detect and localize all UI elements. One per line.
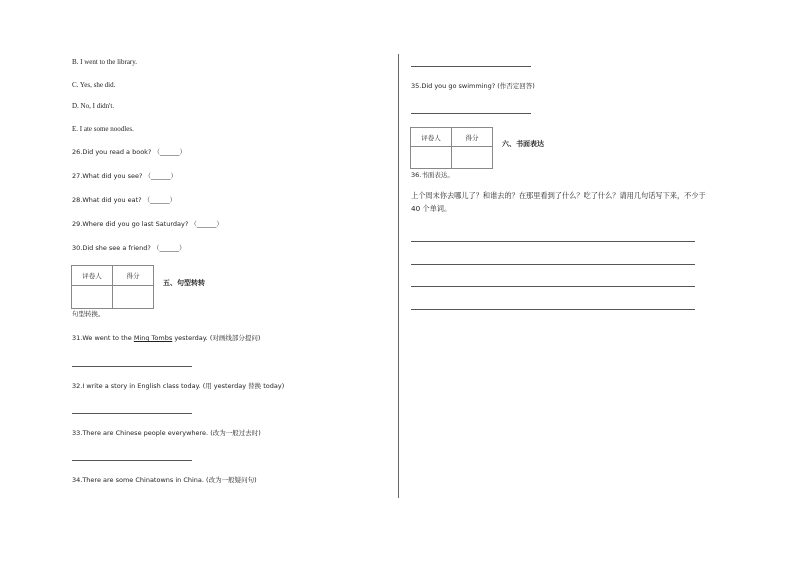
section5-title: 五、句型转转 bbox=[163, 279, 205, 287]
score-cell bbox=[452, 147, 493, 169]
question-34: 34.There are some Chinatowns in China. (改为一般疑问句) bbox=[72, 476, 257, 484]
score-cell bbox=[113, 286, 154, 309]
column-divider bbox=[398, 54, 399, 498]
option-e: E. I ate some noodles. bbox=[72, 125, 134, 133]
answer-line-34[interactable] bbox=[411, 66, 531, 67]
grader-cell bbox=[72, 286, 113, 309]
score-table-section6 bbox=[410, 127, 493, 169]
essay-line-1[interactable] bbox=[411, 241, 695, 242]
grader-header: 评卷人 bbox=[411, 128, 452, 147]
q31-after: yesterday. (对画线部分提问) bbox=[172, 334, 261, 342]
question-33: 33.There are Chinese people everywhere. (改为一般过去时) bbox=[72, 429, 261, 437]
score-header: 得分 bbox=[452, 128, 493, 147]
answer-line-35[interactable] bbox=[411, 113, 531, 114]
option-d: D. No, I didn't. bbox=[72, 102, 115, 110]
essay-line-4[interactable] bbox=[411, 309, 695, 310]
grader-cell bbox=[411, 147, 452, 169]
question-26: 26.Did you read a book? （______） bbox=[72, 148, 186, 156]
score-table-section5 bbox=[71, 265, 154, 309]
essay-line-2[interactable] bbox=[411, 264, 695, 265]
option-c: C. Yes, she did. bbox=[72, 81, 116, 89]
answer-line-32[interactable] bbox=[72, 413, 192, 414]
question-28: 28.What did you eat? （______） bbox=[72, 196, 177, 204]
q31-before: 31.We went to the bbox=[72, 334, 134, 342]
grader-header: 评卷人 bbox=[72, 266, 113, 286]
answer-line-33[interactable] bbox=[72, 460, 192, 461]
question-29: 29.Where did you go last Saturday? （______） bbox=[72, 220, 223, 228]
essay-prompt: 上个周末你去哪儿了？和谁去的？在那里看到了什么？吃了什么？请用几句话写下来，不少于 40 个单词。 bbox=[411, 191, 706, 213]
essay-line-3[interactable] bbox=[411, 286, 695, 287]
question-31 bbox=[72, 334, 260, 343]
q31-underlined: Ming Tombs bbox=[133, 334, 173, 342]
question-32: 32.I write a story in English class today. (用 yesterday 替换 today) bbox=[72, 382, 285, 390]
option-b: B. I went to the library. bbox=[72, 58, 138, 66]
question-36: 36.书面表达。 bbox=[411, 171, 454, 179]
question-35: 35.Did you go swimming? (作否定回答) bbox=[411, 82, 535, 90]
score-header: 得分 bbox=[113, 266, 154, 286]
question-27: 27.What did you see? （______） bbox=[72, 172, 178, 180]
section6-title: 六、书面表达 bbox=[502, 140, 544, 148]
answer-line-31[interactable] bbox=[72, 366, 192, 367]
question-30: 30.Did she see a friend? （______） bbox=[72, 244, 186, 252]
section5-intro: 句型转换。 bbox=[72, 310, 105, 318]
